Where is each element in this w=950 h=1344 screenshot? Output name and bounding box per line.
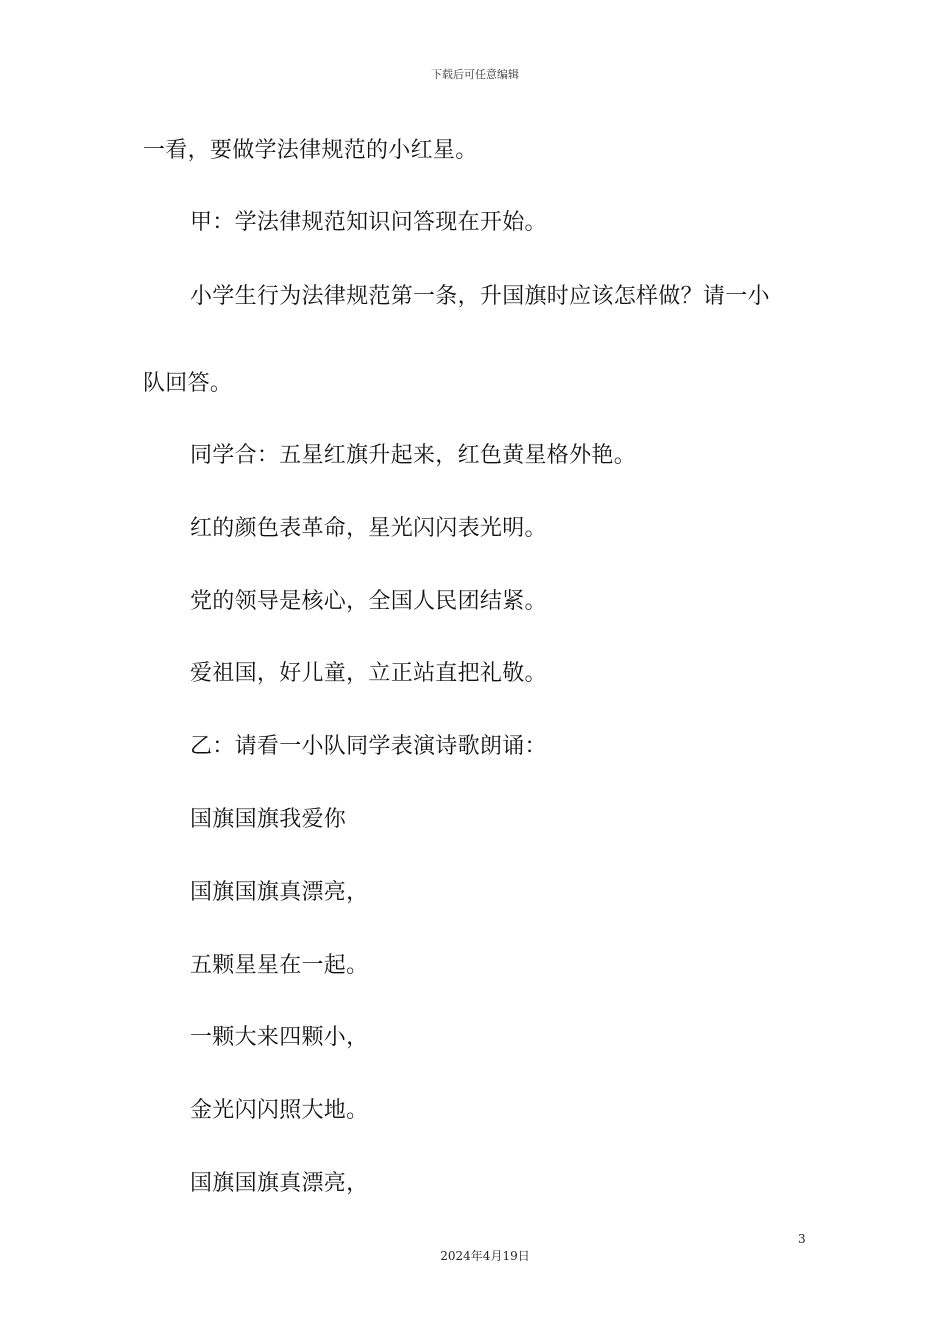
paragraph-line: 爱祖国，好儿童，立正站直把礼敬。 <box>190 661 547 686</box>
poem-line: 金光闪闪照大地。 <box>190 1098 369 1123</box>
poem-line: 国旗国旗真漂亮， <box>190 880 369 905</box>
poem-line: 国旗国旗我爱你 <box>190 807 347 832</box>
paragraph-line: 乙：请看一小队同学表演诗歌朗诵： <box>190 734 547 759</box>
poem-line: 一颗大来四颗小， <box>190 1025 369 1050</box>
paragraph-line: 一看，要做学法律规范的小红星。 <box>143 138 478 163</box>
poem-line: 五颗星星在一起。 <box>190 953 369 978</box>
paragraph-line: 同学合：五星红旗升起来，红色黄星格外艳。 <box>190 443 637 468</box>
footer-date: 2024年4月19日 <box>440 1249 530 1263</box>
paragraph-line: 队回答。 <box>143 371 233 396</box>
paragraph-line: 红的颜色表革命，星光闪闪表光明。 <box>190 516 547 541</box>
page-header: 下载后可任意编辑 <box>431 68 519 81</box>
page-number: 3 <box>798 1232 806 1246</box>
poem-line: 国旗国旗真漂亮， <box>190 1171 369 1196</box>
paragraph-line: 甲：学法律规范知识问答现在开始。 <box>190 210 547 235</box>
paragraph-line: 党的领导是核心，全国人民团结紧。 <box>190 589 547 614</box>
paragraph-line: 小学生行为法律规范第一条，升国旗时应该怎样做？请一小 <box>190 284 770 309</box>
